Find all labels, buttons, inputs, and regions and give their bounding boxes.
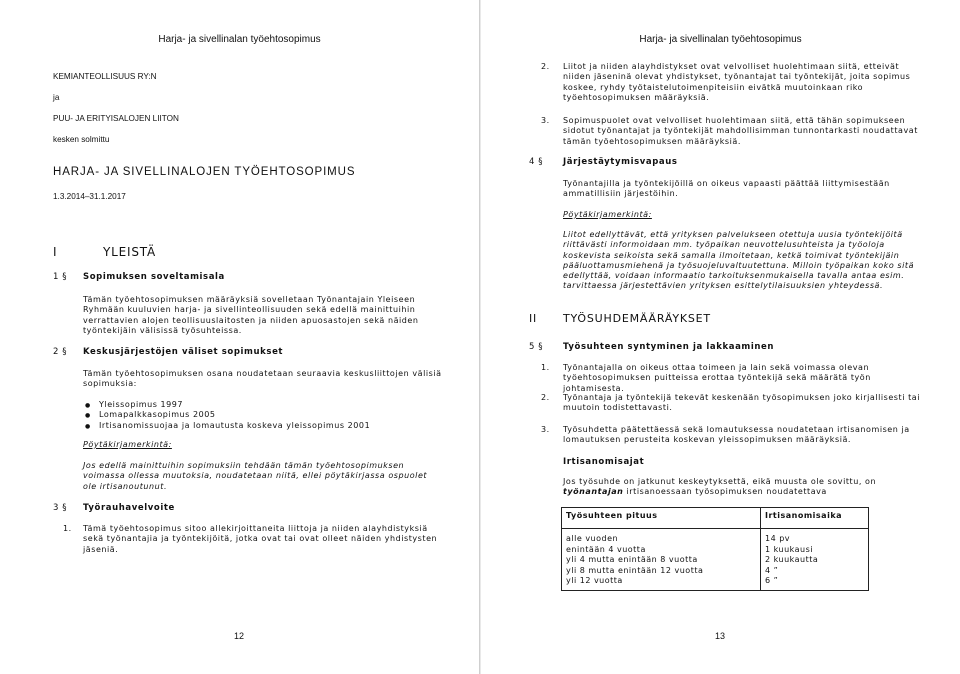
section-3-paragraph-2: Liitot ja niiden alayhdistykset ovat velvolliset huolehtimaan siitä, etteivät niiden jäseninä olevat yhdistykset, työnantajat tai työntekijät, joita sopimus koskee, ryhdy työtaistelutoimenpiteisiin eivätkä muutoinkaan riko työehtosopimuksen määräyksiä. bbox=[563, 62, 911, 102]
column-header: Irtisanomisaika bbox=[761, 508, 869, 529]
protocol-note-label: Pöytäkirjamerkintä: bbox=[83, 440, 172, 449]
employer-emphasis: työnantajan bbox=[563, 487, 624, 497]
document-title: HARJA- JA SIVELLINALOJEN TYÖEHTOSOPIMUS bbox=[53, 166, 356, 178]
table-header-row bbox=[562, 508, 869, 529]
party-2: PUU- JA ERITYISALOJEN LIITON bbox=[53, 114, 179, 123]
section-3-title: Työrauhavelvoite bbox=[83, 503, 175, 513]
running-header: Harja- ja sivellinalan työehtosopimus bbox=[639, 34, 802, 45]
table-row bbox=[562, 529, 869, 591]
notice-cell: 14 pv 1 kuukausi 2 kuukautta 4 ” 6 ” bbox=[761, 529, 869, 591]
column-header: Työsuhteen pituus bbox=[562, 508, 761, 529]
section-2-text: Tämän työehtosopimuksen osana noudatetaan seuraavia keskusliittojen välisiä sopimuksia: bbox=[83, 369, 442, 389]
conjunction: ja bbox=[53, 93, 60, 102]
notice-periods-text: Jos työsuhde on jatkunut keskeytyksettä, eikä muusta ole sovittu, on työnantajan irtisanoessaan työsopimuksen noudatettava bbox=[563, 477, 877, 497]
protocol-note-label: Pöytäkirjamerkintä: bbox=[563, 210, 652, 219]
list-item: ● Yleissopimus 1997 bbox=[85, 400, 445, 410]
chapter-title: TYÖSUHDEMÄÄRÄYKSET bbox=[563, 312, 711, 325]
section-3-paragraph-3: Sopimuspuolet ovat velvolliset huolehtimaan siitä, että tähän sopimukseen sidotut työnantajat ja työntekijät mahdollisimman tunnontarkasti noudattavat tämän työehtosopimuksen määräyksiä. bbox=[563, 116, 918, 146]
section-5-paragraph-1: Työnantajalla on oikeus ottaa toimeen ja lain sekä voimassa olevan työehtosopimuksen puitteissa erottaa työntekijä sekä määrätä työn johtamisesta. bbox=[563, 363, 871, 393]
chapter-number: II bbox=[529, 312, 538, 325]
section-5-title: Työsuhteen syntyminen ja lakkaaminen bbox=[563, 342, 775, 352]
section-3-number: 3 § bbox=[53, 503, 68, 513]
chapter-number: I bbox=[53, 245, 58, 259]
running-header: Harja- ja sivellinalan työehtosopimus bbox=[158, 34, 321, 45]
section-1-title: Sopimuksen soveltamisala bbox=[83, 272, 225, 282]
list-item: ● Irtisanomissuojaa ja lomautusta koskeva yleissopimus 2001 bbox=[85, 421, 445, 431]
agreement-list bbox=[85, 400, 445, 431]
notice-periods-title: Irtisanomisajat bbox=[563, 457, 645, 467]
section-1-text: Tämän työehtosopimuksen määräyksiä sovelletaan Työnantajain Yleiseen Ryhmään kuuluvien harja- ja sivellinteollisuuden sekä edellä mainittuihin verrattavien alojen teollisuuslaitosten ja niiden apuosastojen sekä näiden työntekijäin välisissä työsuhteissa. bbox=[83, 295, 419, 335]
page-number: 12 bbox=[234, 631, 245, 641]
section-5-number: 5 § bbox=[529, 342, 544, 352]
protocol-note-text: Liitot edellyttävät, että yrityksen palvelukseen otettuja uusia työntekijöitä riittävästi informoidaan mm. työpaikan neuvottelusuhteista ja työoloja koskevista seikoista sekä samalla ilmoitetaan, ketkä toimivat työntekijäin pääluottamusmiehenä ja työsuojeluvaltuutettuna. Milloin työpaikan koko sitä edellyttää, voidaan informaatio tarkoituksenmukaisella tavalla antaa esim. tarvittaessa järjestettävien yrityksen esittelytilaisuuksien yhteydessä. bbox=[563, 230, 915, 291]
chapter-title: YLEISTÄ bbox=[103, 245, 156, 259]
paragraph-number: 3. bbox=[541, 425, 550, 434]
section-4-title: Järjestäytymisvapaus bbox=[563, 157, 678, 167]
validity-period: 1.3.2014–31.1.2017 bbox=[53, 192, 126, 201]
page-number: 13 bbox=[715, 631, 726, 641]
section-3-paragraph-1: Tämä työehtosopimus sitoo allekirjoittaneita liittoja ja niiden alayhdistyksiä sekä työnantajia ja työntekijöitä, jotka ovat tai ovat olleet näiden yhdistysten jäseniä. bbox=[83, 524, 438, 554]
section-2-title: Keskusjärjestöjen väliset sopimukset bbox=[83, 347, 284, 357]
paragraph-number: 2. bbox=[541, 62, 550, 71]
tenure-cell: alle vuoden enintään 4 vuotta yli 4 mutta enintään 8 vuotta yli 8 mutta enintään 12 vuotta yli 12 vuotta bbox=[562, 529, 761, 591]
section-5-paragraph-2: Työnantaja ja työntekijä tekevät keskenään työsopimuksen joko kirjallisesti tai muutoin todistettavasti. bbox=[563, 393, 920, 413]
section-1-number: 1 § bbox=[53, 272, 68, 282]
notice-period-table bbox=[561, 507, 869, 591]
list-item: ● Lomapalkkasopimus 2005 bbox=[85, 410, 445, 420]
protocol-note-text: Jos edellä mainittuihin sopimuksiin tehdään tämän työehtosopimuksen voimassa ollessa muutoksia, noudatetaan niitä, ellei pöytäkirjassa ospuolet ole irtisanoutunut. bbox=[83, 461, 428, 491]
paragraph-number: 2. bbox=[541, 393, 550, 402]
section-2-number: 2 § bbox=[53, 347, 68, 357]
party-1: KEMIANTEOLLISUUS RY:N bbox=[53, 72, 157, 81]
section-5-paragraph-3: Työsuhdetta päätettäessä sekä lomautuksessa noudatetaan irtisanomisen ja lomautuksen perusteita koskevan yleissopimuksen määräyksiä. bbox=[563, 425, 910, 445]
right-page bbox=[481, 0, 960, 674]
section-4-number: 4 § bbox=[529, 157, 544, 167]
paragraph-number: 1. bbox=[63, 524, 72, 533]
paragraph-number: 3. bbox=[541, 116, 550, 125]
paragraph-number: 1. bbox=[541, 363, 550, 372]
agreement-note: kesken solmittu bbox=[53, 135, 110, 144]
section-4-text: Työnantajilla ja työntekijöillä on oikeus vapaasti päättää liittymisestään ammatillisiin järjestöihin. bbox=[563, 179, 890, 199]
